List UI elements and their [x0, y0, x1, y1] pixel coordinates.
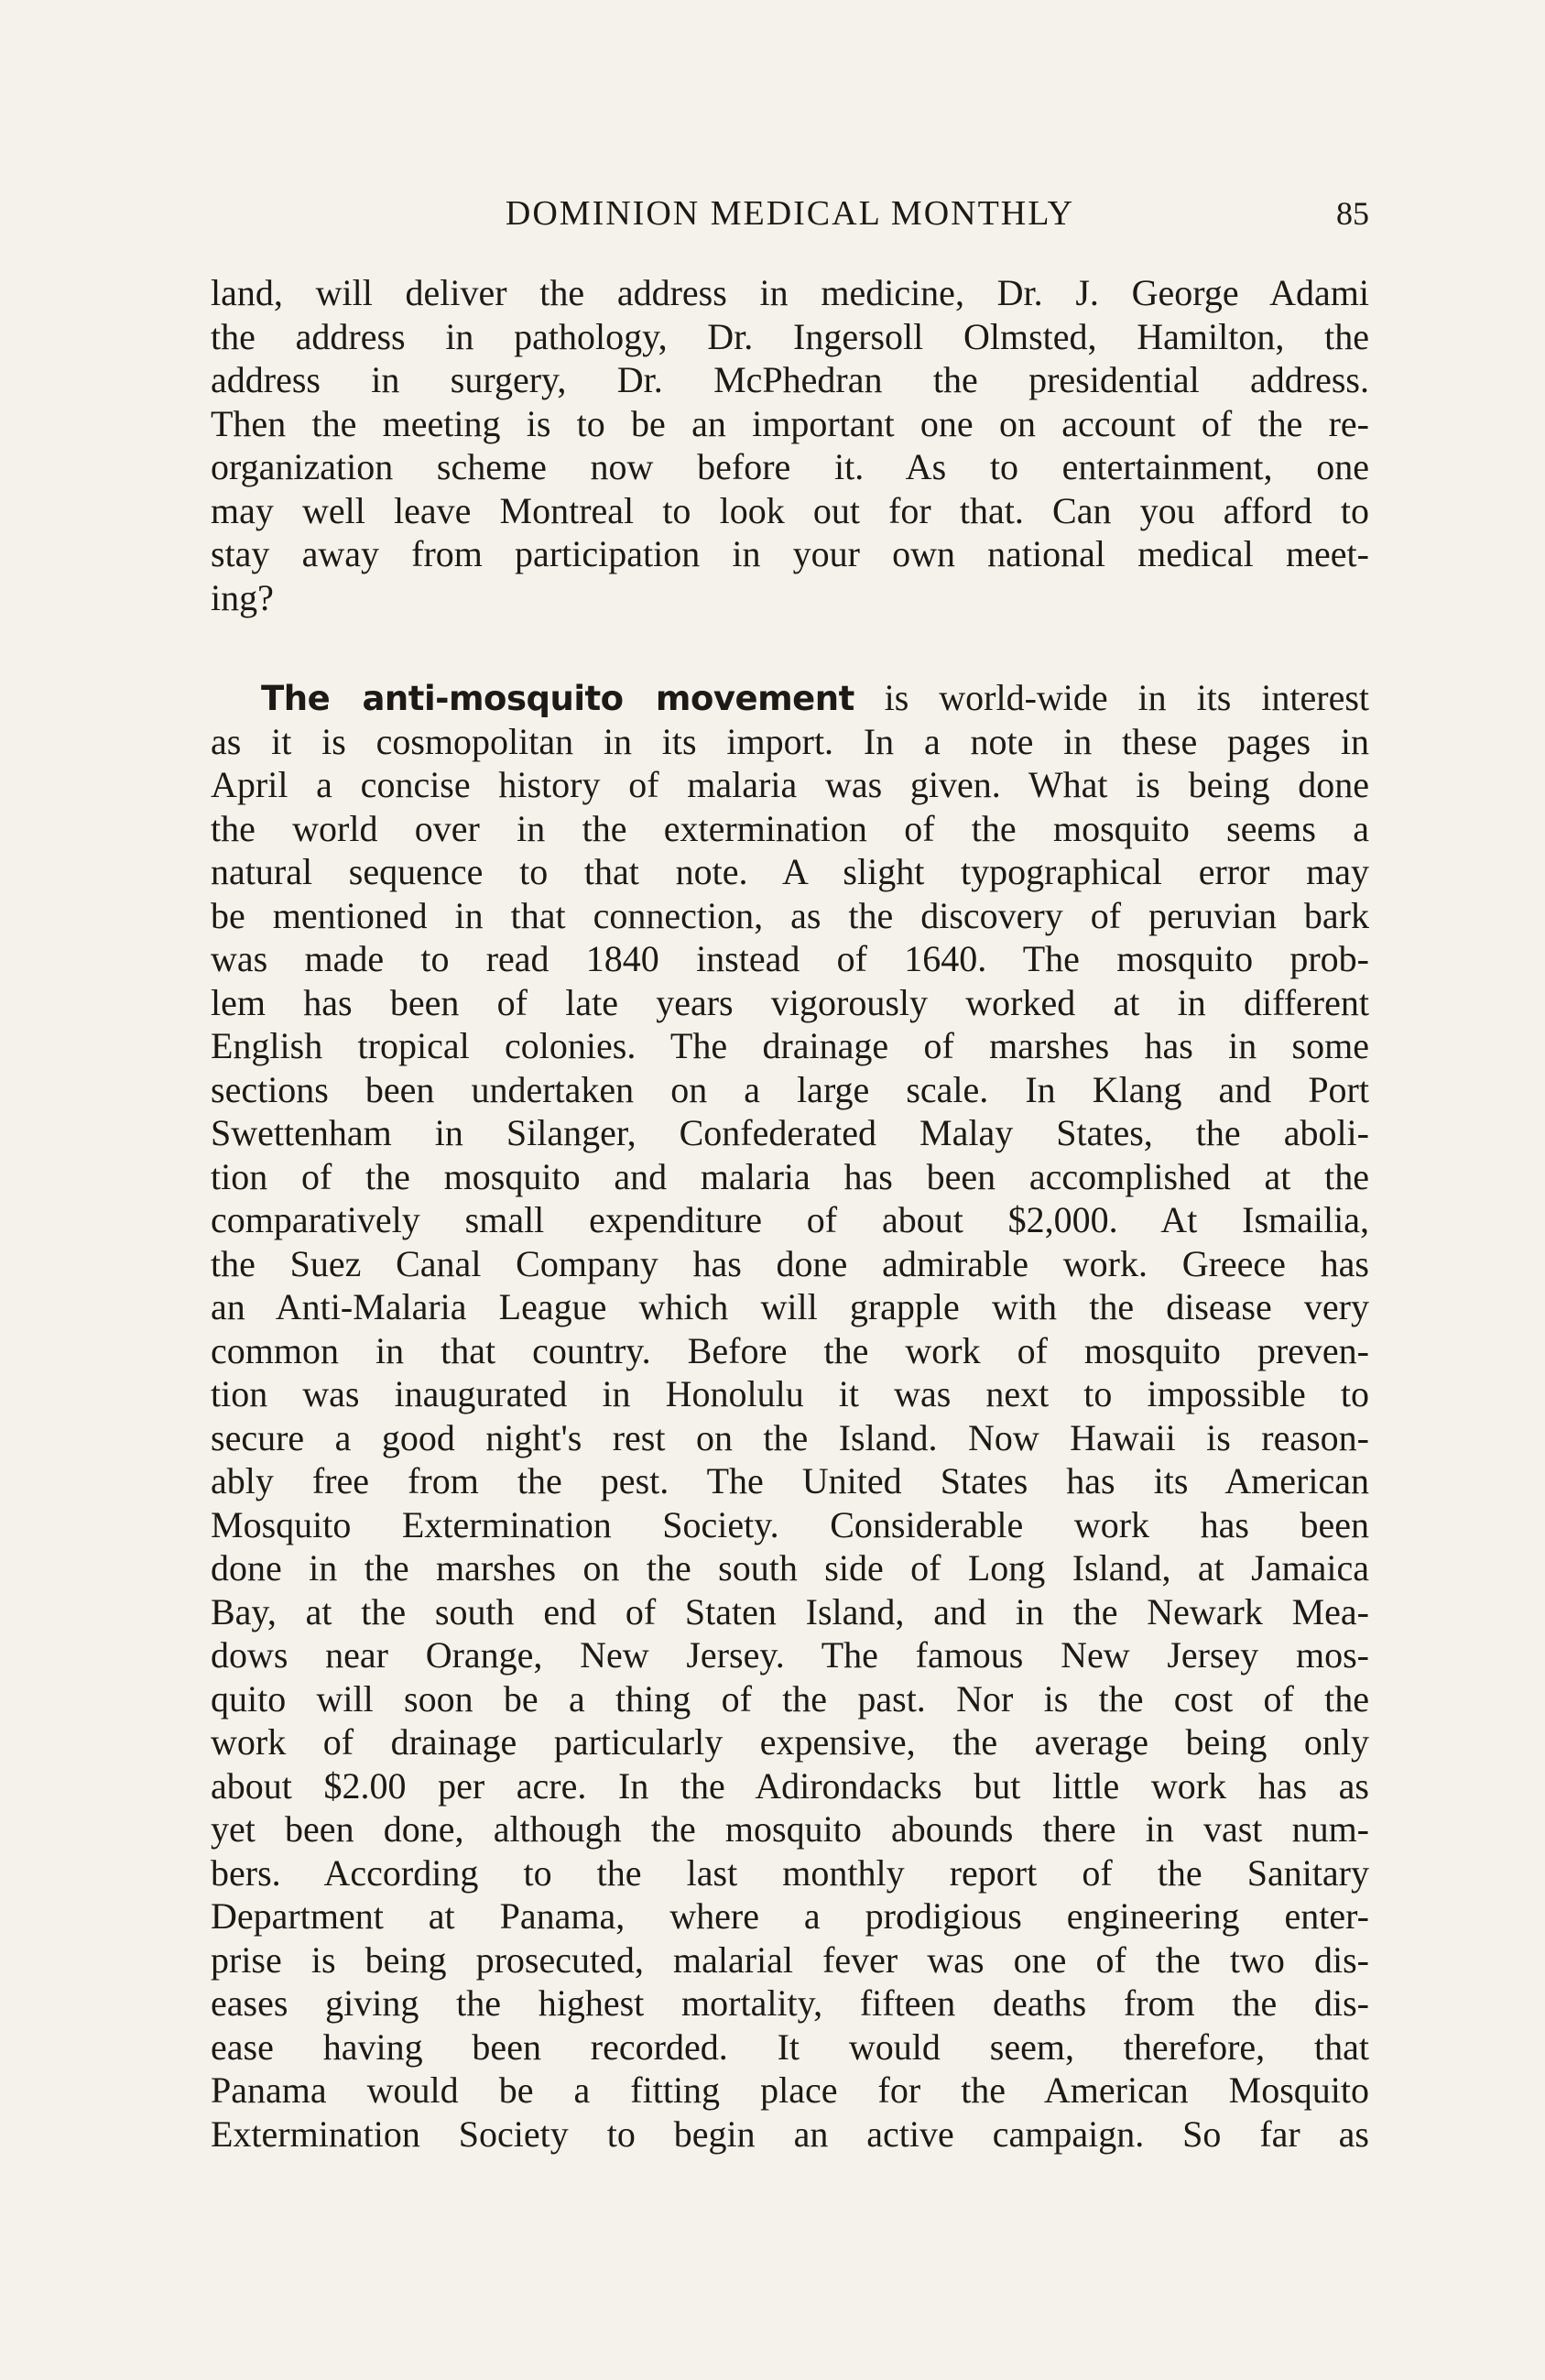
text-line: the world over in the extermination of the mosquito seems a	[211, 807, 1369, 849]
text-line: secure a good night's rest on the Island. Now Hawaii is reason-	[211, 1416, 1369, 1458]
paragraph-anti-mosquito	[211, 676, 1369, 2156]
text-line: was made to read 1840 instead of 1640. The mosquito prob-	[211, 938, 1369, 979]
text-line: the Suez Canal Company has done admirable work. Greece has	[211, 1242, 1369, 1284]
text-line: yet been done, although the mosquito abounds there in vast num-	[211, 1808, 1369, 1850]
text-line: ease having been recorded. It would seem, therefore, that	[211, 2025, 1369, 2068]
text-line: prise is being prosecuted, malarial fever was one of the two dis-	[211, 1938, 1369, 1981]
text-line: about $2.00 per acre. In the Adirondacks but little work has as	[211, 1764, 1369, 1807]
text-line: English tropical colonies. The drainage of marshes has in some	[211, 1025, 1369, 1066]
text-line: natural sequence to that note. A slight typographical error may	[211, 851, 1369, 892]
text-line: stay away from participation in your own national medical meet-	[211, 533, 1369, 574]
text-line: eases giving the highest mortality, fifteen deaths from the dis-	[211, 1982, 1369, 2024]
text-line: April a concise history of malaria was given. What is being done	[211, 764, 1369, 805]
text-line: land, will deliver the address in medicine, Dr. J. George Adami	[211, 272, 1369, 313]
text-line: Swettenham in Silanger, Confederated Malay States, the aboli-	[211, 1112, 1369, 1153]
text-line: as it is cosmopolitan in its import. In a note in these pages in	[211, 720, 1369, 762]
text-line: work of drainage particularly expensive, the average being only	[211, 1721, 1369, 1763]
paragraph-continued	[211, 271, 1369, 619]
text-line: the address in pathology, Dr. Ingersoll Olmsted, Hamilton, the	[211, 315, 1369, 357]
text-line: lem has been of late years vigorously worked at in different	[211, 981, 1369, 1023]
text-line: done in the marshes on the south side of Long Island, at Jamaica	[211, 1547, 1369, 1588]
text-line: comparatively small expenditure of about $2,000. At Ismailia,	[211, 1199, 1369, 1240]
text-line: Bay, at the south end of Staten Island, and in the Newark Mea-	[211, 1590, 1369, 1632]
page-number: 85	[1336, 195, 1369, 232]
text-line: tion was inaugurated in Honolulu it was next to impossible to	[211, 1373, 1369, 1414]
text-line: ably free from the pest. The United States has its American	[211, 1460, 1369, 1501]
text-line: Then the meeting is to be an important one on account of the re-	[211, 402, 1369, 444]
text-line: be mentioned in that connection, as the discovery of peruvian bark	[211, 894, 1369, 936]
text-line: dows near Orange, New Jersey. The famous New Jersey mos-	[211, 1634, 1369, 1676]
text-line: common in that country. Before the work of mosquito preven-	[211, 1329, 1369, 1371]
text-line: Department at Panama, where a prodigious engineering enter-	[211, 1895, 1369, 1937]
text-line: sections been undertaken on a large scale. In Klang and Port	[211, 1068, 1369, 1110]
text-line: address in surgery, Dr. McPhedran the presidential address.	[211, 359, 1369, 400]
text-line: organization scheme now before it. As to entertainment, one	[211, 446, 1369, 487]
text-line: an Anti-Malaria League which will grapple with the disease very	[211, 1286, 1369, 1327]
running-head	[211, 191, 1369, 236]
text-line: may well leave Montreal to look out for that. Can you afford to	[211, 489, 1369, 531]
text-line: Mosquito Extermination Society. Considerable work has been	[211, 1503, 1369, 1545]
text-line-first	[211, 676, 1369, 720]
text-line: tion of the mosquito and malaria has been accomplished at the	[211, 1155, 1369, 1197]
text-line: quito will soon be a thing of the past. Nor is the cost of the	[211, 1677, 1369, 1719]
text-line: bers. According to the last monthly report of the Sanitary	[211, 1851, 1369, 1894]
text-fragment: is world-wide in its interest	[884, 677, 1369, 718]
text-line: Extermination Society to begin an active campaign. So far as	[211, 2113, 1369, 2155]
journal-title: DOMINION MEDICAL MONTHLY	[505, 194, 1075, 233]
text-line: ing?	[211, 576, 274, 618]
text-line: Panama would be a fitting place for the American Mosquito	[211, 2069, 1369, 2111]
section-heading: The anti-mosquito movement	[261, 679, 854, 718]
